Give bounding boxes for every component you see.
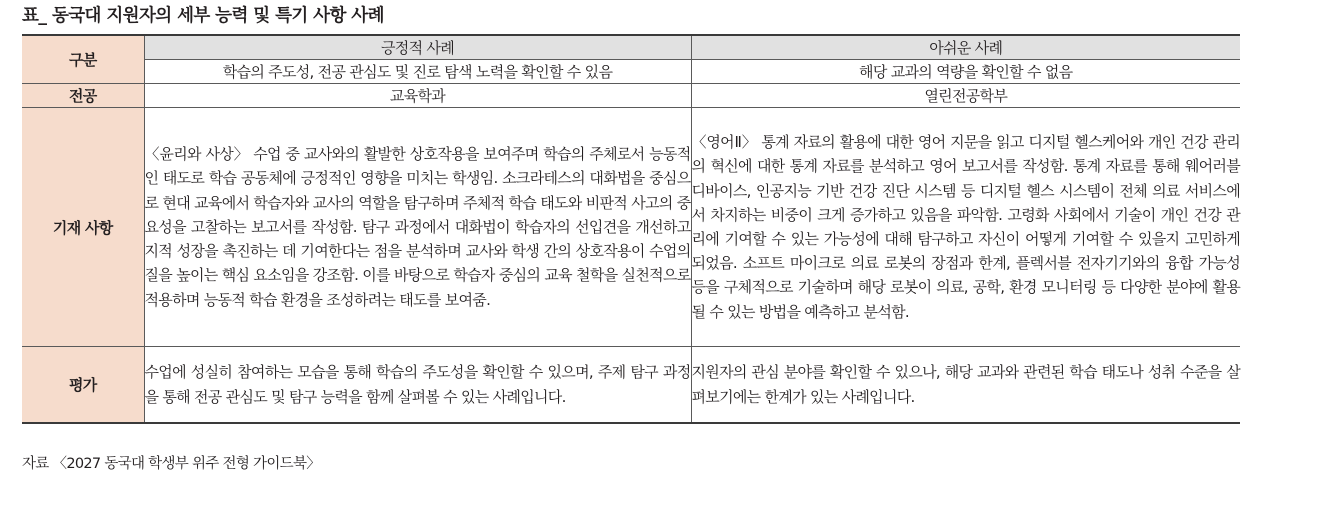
major-row bbox=[22, 84, 1240, 108]
table-title: 표_ 동국대 지원자의 세부 능력 및 특기 사항 사례 bbox=[22, 6, 384, 26]
negative-subheader: 해당 교과의 역량을 확인할 수 없음 bbox=[691, 60, 1240, 84]
positive-major: 교육학과 bbox=[144, 84, 691, 108]
record-label: 기재 사항 bbox=[22, 108, 144, 347]
negative-record: 〈영어Ⅱ〉 통계 자료의 활용에 대한 영어 지문을 읽고 디지털 헬스케어와 개인 건강 관리의 혁신에 대한 통계 자료를 분석하고 영어 보고서를 작성함. 통계 자료를 통해 웨어러블 디바이스, 인공지능 기반 건강 진단 시스템 등 디지털 헬스 시스템이 전체 의료 서비스에서 차지하는 비중이 크게 증가하고 있음을 파악함. 고령화 사회에서 기술이 개인 건강 관리에 기여할 수 있는 가능성에 대해 탐구하고 자신이 어떻게 기여할 수 있을지 고민하게 되었음. 소프트 마이크로 의료 로봇의 장점과 한계, 플렉서블 전자기기와의 융합 가능성 등을 구체적으로 기술하며 해당 로봇이 의료, 공학, 환경 모니터링 등 다양한 분야에 활용될 수 있는 방법을 예측하고 분석함. bbox=[691, 108, 1240, 347]
header-row bbox=[22, 35, 1240, 60]
major-label: 전공 bbox=[22, 84, 144, 108]
positive-record: 〈윤리와 사상〉 수업 중 교사와의 활발한 상호작용을 보여주며 학습의 주체로서 능동적인 태도로 학습 공동체에 긍정적인 영향을 미치는 학생임. 소크라테스의 대화법을 중심으로 현대 교육에서 학습자와 교사의 역할을 탐구하며 주체적 학습 태도와 비판적 사고의 중요성을 고찰하는 보고서를 작성함. 탐구 과정에서 대화법이 학습자의 선입견을 개선하고 지적 성장을 촉진하는 데 기여한다는 점을 분석하며 교사와 학생 간의 상호작용이 수업의 질을 높이는 핵심 요소임을 강조함. 이를 바탕으로 학습자 중심의 교육 철학을 실천적으로 적용하며 능동적 학습 환경을 조성하려는 태도를 보여줌. bbox=[144, 108, 691, 347]
record-row bbox=[22, 108, 1240, 347]
source-note: 자료 〈2027 동국대 학생부 위주 전형 가이드북〉 bbox=[22, 456, 321, 472]
positive-subheader: 학습의 주도성, 전공 관심도 및 진로 탐색 노력을 확인할 수 있음 bbox=[144, 60, 691, 84]
negative-major: 열린전공학부 bbox=[691, 84, 1240, 108]
evaluation-row bbox=[22, 347, 1240, 424]
subheader-row bbox=[22, 60, 1240, 84]
positive-header: 긍정적 사례 bbox=[144, 35, 691, 60]
comparison-table bbox=[22, 34, 1240, 424]
evaluation-label: 평가 bbox=[22, 347, 144, 424]
negative-header: 아쉬운 사례 bbox=[691, 35, 1240, 60]
category-label: 구분 bbox=[22, 35, 144, 84]
positive-evaluation: 수업에 성실히 참여하는 모습을 통해 학습의 주도성을 확인할 수 있으며, 주제 탐구 과정을 통해 전공 관심도 및 탐구 능력을 함께 살펴볼 수 있는 사례입니다. bbox=[144, 347, 691, 424]
negative-evaluation: 지원자의 관심 분야를 확인할 수 있으나, 해당 교과와 관련된 학습 태도나 성취 수준을 살펴보기에는 한계가 있는 사례입니다. bbox=[691, 347, 1240, 424]
